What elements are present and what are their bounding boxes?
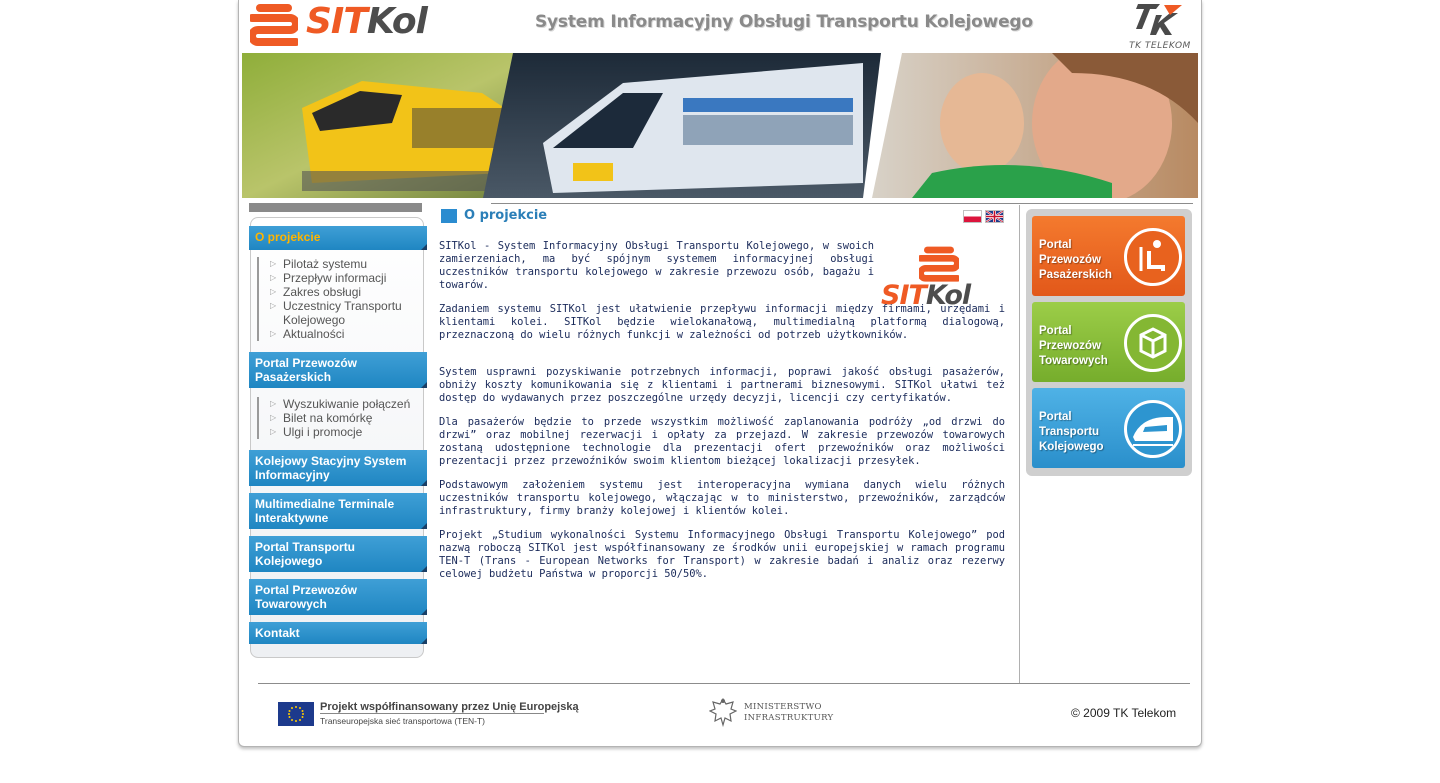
portal-transportu-kolejowego-button[interactable] [1032, 388, 1185, 468]
content-paragraph: Projekt „Studium wykonalności Systemu Informacyjnego Obsługi Transportu Kolejowego” pod nazwą roboczą SITKol jest współfinansowany ze środków unii europejskiej w ramach programu TEN-T (Trans - European Networks for Transport) w zakresie badań i analiz oraz rezerwy celowej budżetu Państwa w proporcji 50/50%. [439, 529, 1005, 580]
ministry-name-line1: MINISTERSTWO [744, 702, 822, 712]
eu-flag-icon [278, 702, 314, 726]
header-banner [242, 53, 1198, 198]
nav-section-kssi[interactable]: Kolejowy Stacyjny System Informacyjny [249, 450, 427, 486]
nav-section-portal-transportu[interactable]: Portal Transportu Kolejowego [249, 536, 427, 572]
arrow-right-icon: ▷ [270, 329, 277, 338]
sitkol-logo-text: SITKol [306, 1, 427, 42]
arrow-right-icon: ▷ [270, 399, 277, 408]
nav-sublist-o-projekcie [257, 257, 402, 341]
portal-label: Portal Przewozów Pasażerskich [1039, 239, 1112, 281]
arrow-right-icon: ▷ [270, 301, 277, 310]
sitkol-logo[interactable] [250, 1, 465, 50]
nav-item-aktualnosci[interactable]: ▷ Aktualności [270, 327, 345, 341]
train-icon [1124, 400, 1182, 458]
copyright-text: © 2009 TK Telekom [1071, 706, 1177, 720]
nav-top-bar [249, 203, 422, 212]
nav-section-terminale[interactable]: Multimedialne Terminale Interaktywne [249, 493, 427, 529]
banner-image-girl [872, 53, 1198, 198]
content-paragraph: SITKol - System Informacyjny Obsługi Transportu Kolejowego, w swoich zamierzeniach, ma być spójnym systemem informacyjnej obsługi uczestników transportu kolejowego w zakresie przewozu osób, bagażu i towarów. [439, 240, 874, 291]
ministry-name-line2: INFRASTRUKTURY [744, 713, 834, 723]
arrow-right-icon: ▷ [270, 259, 277, 268]
footer [239, 684, 1201, 746]
nav-item-wyszukiwanie[interactable]: ▷ Wyszukiwanie połączeń [270, 397, 411, 411]
content-top-divider [491, 203, 1193, 204]
content-paragraph: Dla pasażerów będzie to przede wszystkim możliwość zaplanowania podróży „od drzwi do drzwi” oraz mobilnej rezerwacji i opłaty za przejazd. W zakresie przewozów towarowych zostaną udostępnione technologie dla prezentacji ofert przewoźników oraz możliwości prezentacji przez przewoźników swoim klientom bieżącej lokalizacji przesyłek. [439, 416, 1005, 467]
nav-section-o-projekcie[interactable] [249, 226, 427, 250]
nav-item-pilotaz[interactable]: ▷ Pilotaż systemu [270, 257, 368, 271]
nav-item-uczestnicy[interactable]: ▷ Uczestnicy Transportu Kolejowego [270, 299, 402, 327]
eu-text-underline [320, 713, 544, 714]
nav-item-bilet[interactable]: ▷ Bilet na komórkę [270, 411, 373, 425]
nav-section-portal-pasazerskich[interactable]: Portal Przewozów Pasażerskich [249, 352, 427, 388]
arrow-right-icon: ▷ [270, 287, 277, 296]
arrow-right-icon: ▷ [270, 273, 277, 282]
portal-label: Portal Transportu Kolejowego [1039, 411, 1104, 453]
portals-panel [1026, 209, 1192, 476]
nav-item-przeplyw[interactable]: ▷ Przepływ informacji [270, 271, 387, 285]
nav-section-label: O projekcie [255, 230, 321, 244]
content-paragraph: Zadaniem systemu SITKol jest ułatwienie przepływu informacji między firmami, urzędami i klientami kolei. SITKol będzie wielokanałową, multimedialną platformą dialogową, przeznaczoną do wielu różnych funkcji w zależności od potrzeb użytkowników. [439, 303, 1005, 341]
portal-przewozow-pasazerskich-button[interactable] [1032, 216, 1185, 296]
tk-telekom-logo[interactable] [1120, 1, 1200, 53]
site-title: System Informacyjny Obsługi Transportu Kolejowego [535, 12, 1033, 32]
title-square-icon [441, 209, 457, 223]
tk-telekom-icon [1120, 1, 1200, 41]
flag-polish-icon[interactable] [963, 210, 982, 223]
nav-item-zakres[interactable]: ▷ Zakres obsługi [270, 285, 362, 299]
ten-t-text: Transeuropejska sieć transportowa (TEN-T) [320, 716, 486, 726]
sitkol-logo-mark-icon [919, 246, 959, 284]
content-paragraph: System usprawni pozyskiwanie potrzebnych informacji, poprawi jakość obsługi pasażerów, obniży koszty komunikowania się z klientami i partnerami biznesowymi. SITKol ułatwi też dostęp do wydawanych przez poszczególne urzędy decyzji, licencji czy certyfikatów. [439, 366, 1005, 404]
nav-item-ulgi[interactable]: ▷ Ulgi i promocje [270, 425, 363, 439]
nav-section-kontakt[interactable]: Kontakt [249, 622, 427, 644]
left-navigation [249, 203, 428, 658]
sitkol-logo-mark-icon [250, 4, 298, 48]
arrow-right-icon: ▷ [270, 427, 277, 436]
nav-sublist-pasazerskich [257, 397, 410, 439]
cargo-box-icon [1124, 314, 1182, 372]
polish-eagle-emblem-icon [709, 696, 737, 728]
eu-cofinancing-text: Projekt współfinansowany przez Unię Europejską [320, 701, 579, 713]
page-container [238, 0, 1202, 747]
sitkol-content-logo-text: SITKol [881, 280, 971, 311]
portal-label: Portal Przewozów Towarowych [1039, 325, 1108, 367]
nav-section-portal-towarowych[interactable]: Portal Przewozów Towarowych [249, 579, 427, 615]
content-paragraph: Podstawowym założeniem systemu jest interoperacyjna wymiana danych wielu różnych uczestników transportu kolejowego, włączając w to ministerstwo, przewoźników, zarządców infrastruktury, firmy branży kolejowej i klientów kolei. [439, 479, 1005, 517]
passenger-seat-icon [1124, 228, 1182, 286]
flag-english-icon[interactable] [985, 210, 1004, 223]
banner-image-white-train [483, 53, 903, 198]
portal-przewozow-towarowych-button[interactable] [1032, 302, 1185, 382]
arrow-right-icon: ▷ [270, 413, 277, 422]
page-title-text: O projekcie [464, 208, 548, 223]
content-right-divider [1019, 205, 1020, 683]
tk-telekom-text: TK TELEKOM [1129, 41, 1191, 51]
